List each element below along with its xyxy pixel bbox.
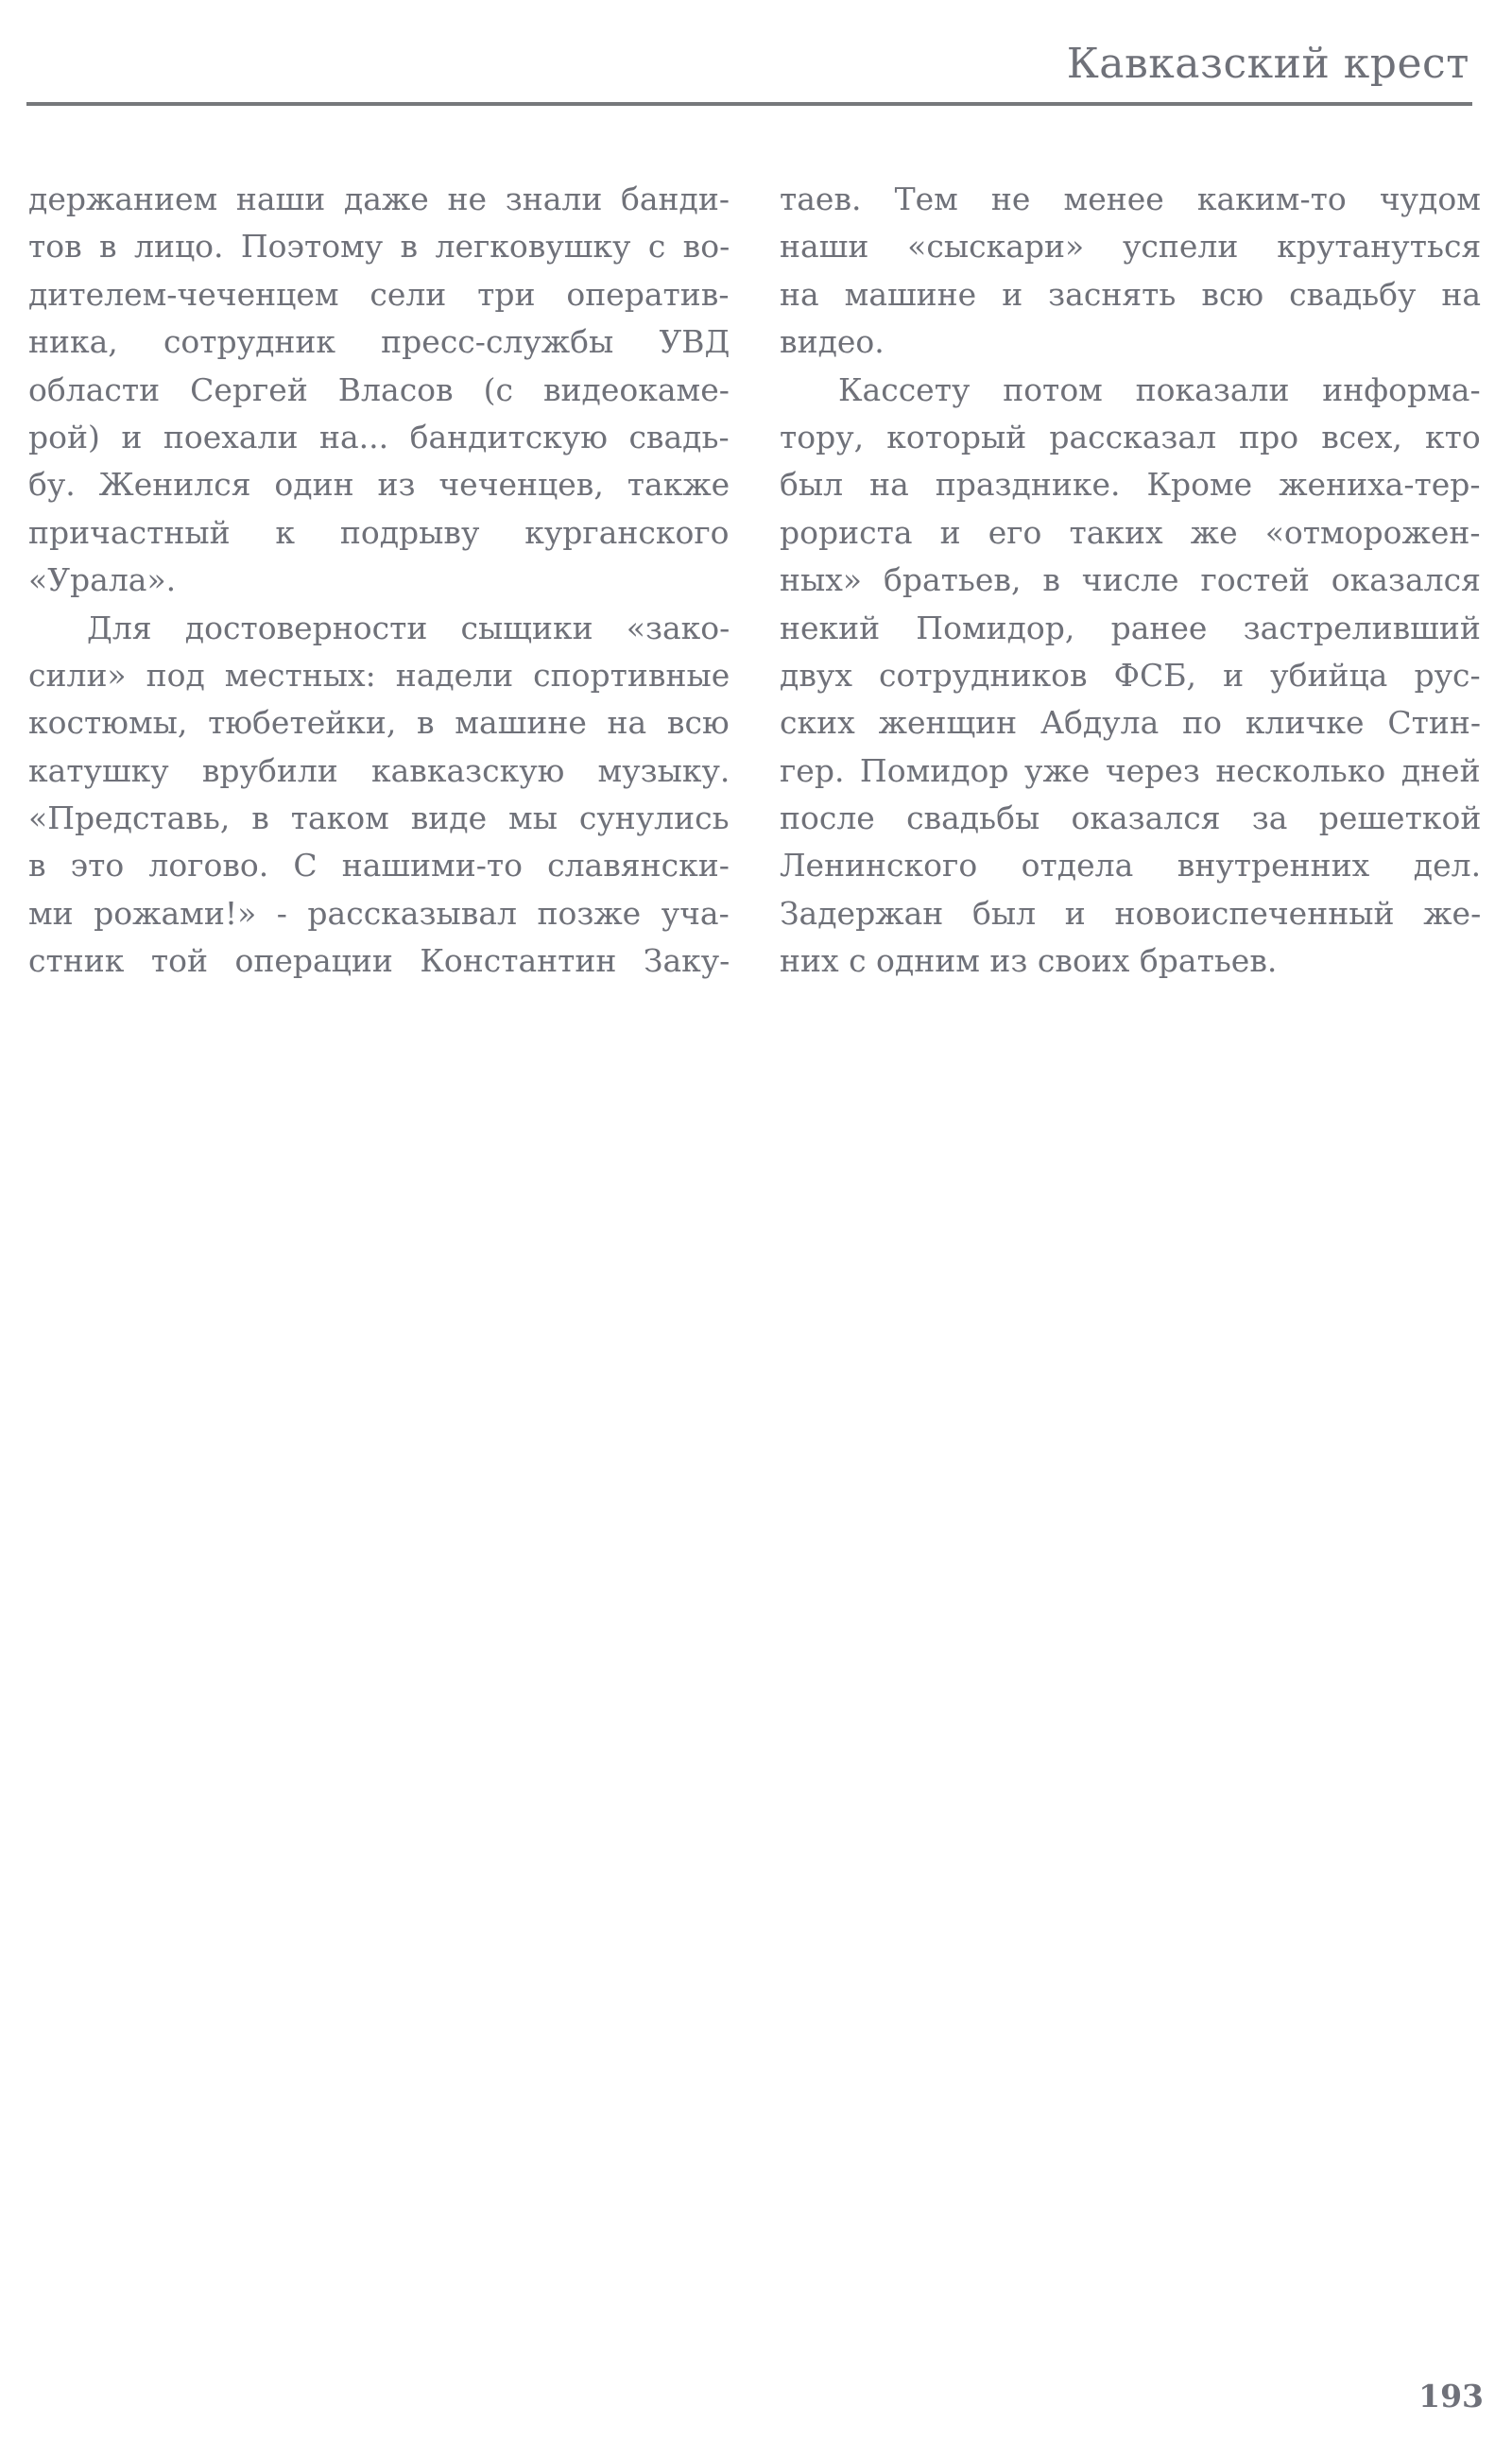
text-line: тору, который рассказал про всех, кто [780,418,1481,455]
text-line: причастный к подрыву курганского [28,513,730,551]
text-line: гер. Помидор уже через несколько дней [780,751,1481,789]
text-line: Задержан был и новоиспеченный же- [780,894,1482,932]
header-rule [26,102,1472,106]
text-line: ми рожами!» - рассказывал позже уча- [28,894,730,932]
text-line: «Урала». [28,561,177,599]
text-line: них с одним из своих братьев. [780,942,1278,980]
text-line: на машине и заснять всю свадьбу на [780,275,1482,313]
text-line: в это логово. С нашими-то славянски- [28,847,730,885]
text-line: держанием наши даже не знали банди- [28,180,730,217]
text-line: «Представь, в таком виде мы сунулись [28,799,730,837]
running-head-title: Кавказский крест [1066,40,1469,88]
text-line: стник той операции Константин Заку- [28,942,730,980]
text-line: ских женщин Абдула по кличке Стин- [780,704,1482,742]
text-line: был на празднике. Кроме жениха-тер- [780,466,1481,504]
text-line: двух сотрудников ФСБ, и убийца рус- [780,656,1481,694]
text-line: дителем-чеченцем сели три оператив- [28,275,730,313]
text-line: видео. [780,323,885,361]
text-line: бу. Женился один из чеченцев, также [28,466,730,504]
text-column-left [28,176,730,986]
text-line: рой) и поехали на... бандитскую свадь- [28,418,730,455]
text-line: тов в лицо. Поэтому в легковушку с во- [28,228,730,266]
text-line: после свадьбы оказался за решеткой [780,799,1482,837]
text-line: таев. Тем не менее каким-то чудом [780,180,1481,217]
text-line: области Сергей Власов (с видеокаме- [28,370,730,408]
text-line: рориста и его таких же «отморожен- [780,513,1481,551]
text-line: наши «сыскари» успели крутануться [780,228,1482,266]
page-number: 193 [1418,2378,1484,2414]
text-column-right [780,176,1481,986]
text-line: Ленинского отдела внутренних дел. [780,847,1482,885]
text-line: ника, сотрудник пресс-службы УВД [28,323,730,361]
text-line: сили» под местных: надели спортивные [28,656,730,694]
text-line: катушку врубили кавказскую музыку. [28,751,730,789]
text-line: Для достоверности сыщики «зако- [87,609,730,646]
text-line: некий Помидор, ранее застреливший [780,609,1481,646]
text-line: Кассету потом показали информа- [838,370,1481,408]
text-line: ных» братьев, в числе гостей оказался [780,561,1481,599]
text-line: костюмы, тюбетейки, в машине на всю [28,704,730,742]
